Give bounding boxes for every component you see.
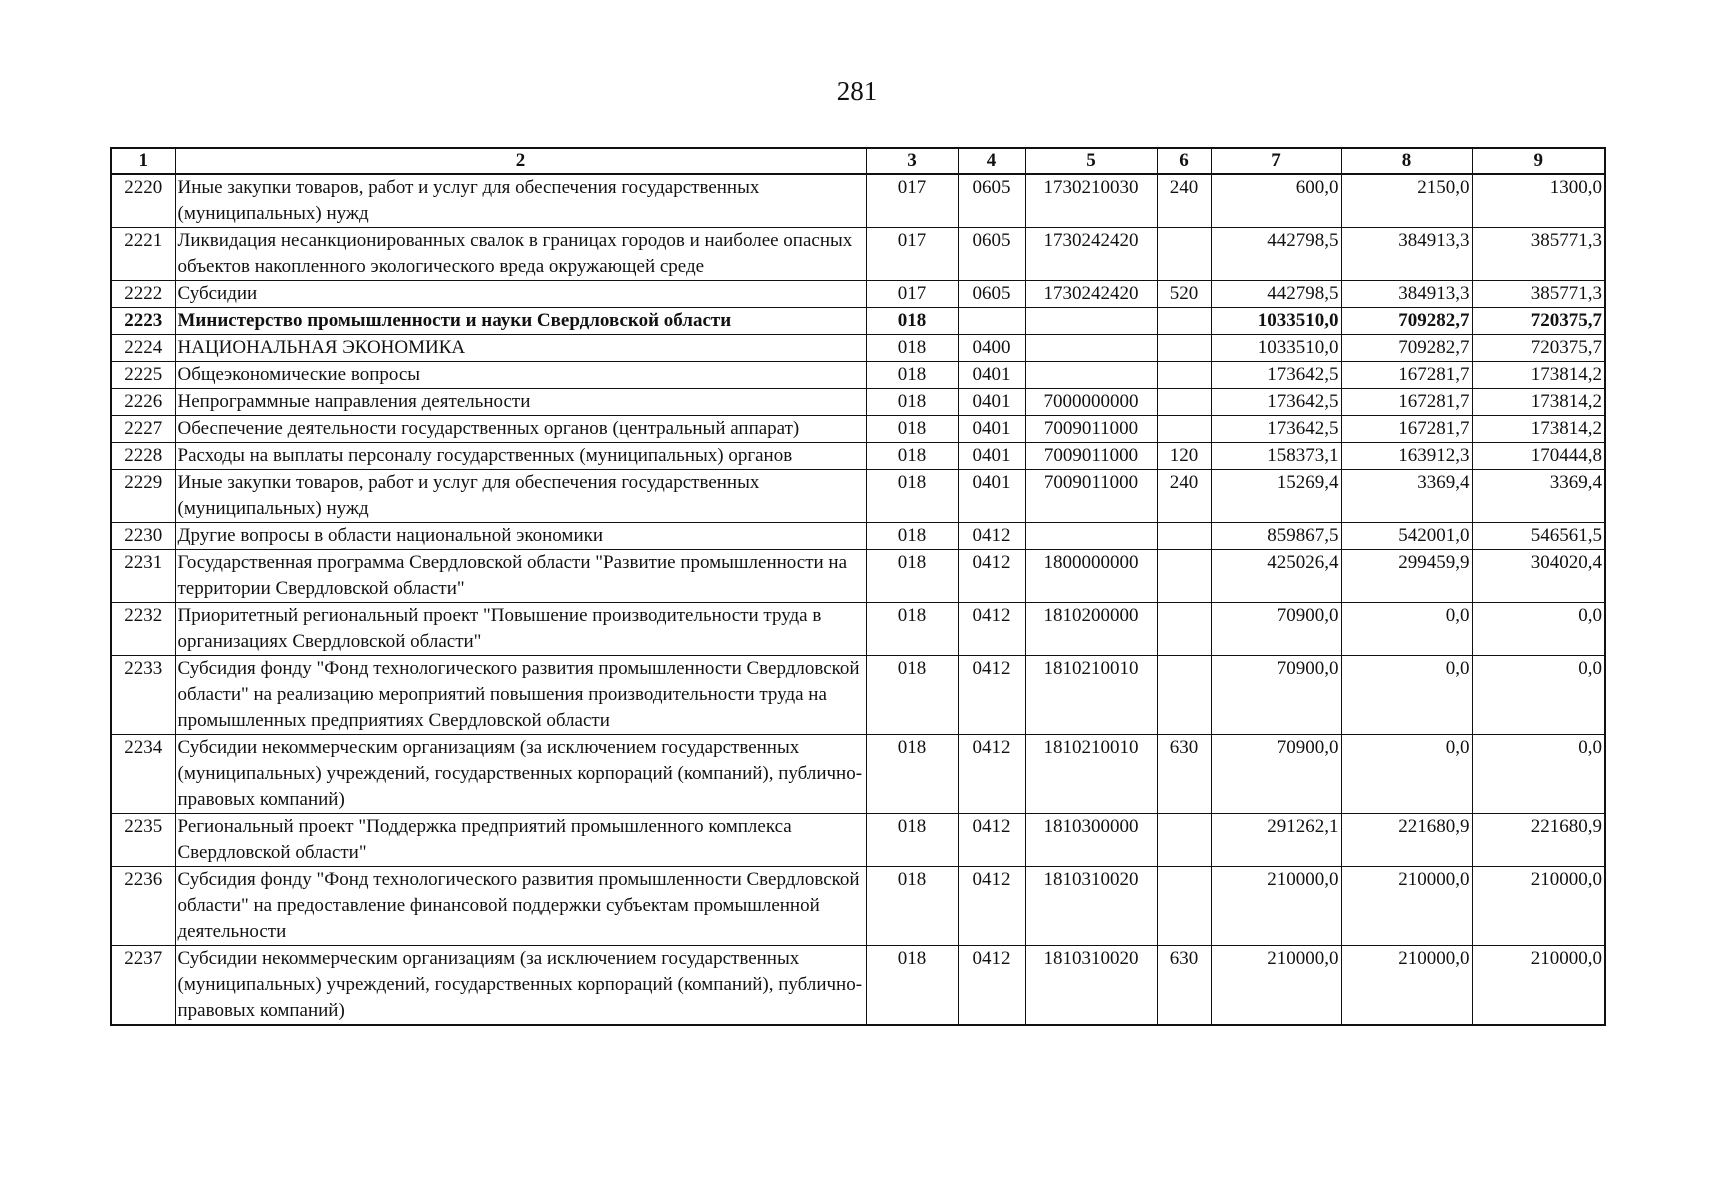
table-row <box>111 281 1605 308</box>
table-row <box>111 389 1605 416</box>
row-expense-type <box>1157 523 1211 550</box>
row-name: Непрограммные направления деятельности <box>175 389 866 416</box>
row-target-code: 7000000000 <box>1025 389 1157 416</box>
row-value-col-8: 299459,9 <box>1341 550 1472 603</box>
row-number: 2227 <box>111 416 175 443</box>
row-value-col-9: 173814,2 <box>1472 389 1605 416</box>
row-number: 2236 <box>111 867 175 946</box>
header-col-2: 2 <box>175 148 866 174</box>
row-ministry-code: 018 <box>866 335 958 362</box>
row-target-code: 1810210010 <box>1025 735 1157 814</box>
row-name: Региональный проект "Поддержка предприятий промышленного комплекса Свердловской области" <box>175 814 866 867</box>
row-expense-type: 240 <box>1157 470 1211 523</box>
row-target-code: 1810310020 <box>1025 946 1157 1026</box>
row-value-col-7: 15269,4 <box>1211 470 1341 523</box>
header-col-1: 1 <box>111 148 175 174</box>
row-target-code: 1730242420 <box>1025 281 1157 308</box>
row-value-col-7: 1033510,0 <box>1211 335 1341 362</box>
row-section-code: 0412 <box>958 946 1025 1026</box>
row-value-col-7: 70900,0 <box>1211 735 1341 814</box>
row-target-code: 1810300000 <box>1025 814 1157 867</box>
row-ministry-code: 018 <box>866 523 958 550</box>
row-value-col-7: 210000,0 <box>1211 867 1341 946</box>
row-expense-type <box>1157 362 1211 389</box>
row-value-col-9: 3369,4 <box>1472 470 1605 523</box>
table-row <box>111 656 1605 735</box>
row-section-code: 0401 <box>958 443 1025 470</box>
table-row <box>111 228 1605 281</box>
header-row <box>111 148 1605 174</box>
row-ministry-code: 018 <box>866 814 958 867</box>
table-row <box>111 443 1605 470</box>
row-value-col-8: 0,0 <box>1341 735 1472 814</box>
table-row <box>111 174 1605 228</box>
row-value-col-7: 1033510,0 <box>1211 308 1341 335</box>
row-number: 2235 <box>111 814 175 867</box>
row-value-col-9: 0,0 <box>1472 656 1605 735</box>
row-name: Государственная программа Свердловской области "Развитие промышленности на территории Свердловской области" <box>175 550 866 603</box>
row-value-col-8: 384913,3 <box>1341 281 1472 308</box>
row-expense-type: 240 <box>1157 174 1211 228</box>
row-ministry-code: 018 <box>866 550 958 603</box>
row-number: 2230 <box>111 523 175 550</box>
row-number: 2233 <box>111 656 175 735</box>
row-expense-type <box>1157 416 1211 443</box>
row-value-col-7: 70900,0 <box>1211 656 1341 735</box>
row-value-col-7: 291262,1 <box>1211 814 1341 867</box>
row-section-code: 0401 <box>958 416 1025 443</box>
row-ministry-code: 018 <box>866 470 958 523</box>
row-ministry-code: 018 <box>866 946 958 1026</box>
row-number: 2222 <box>111 281 175 308</box>
row-target-code: 1810200000 <box>1025 603 1157 656</box>
row-section-code: 0401 <box>958 389 1025 416</box>
row-section-code: 0605 <box>958 281 1025 308</box>
row-value-col-8: 709282,7 <box>1341 308 1472 335</box>
row-value-col-8: 384913,3 <box>1341 228 1472 281</box>
row-value-col-7: 425026,4 <box>1211 550 1341 603</box>
table-row <box>111 550 1605 603</box>
row-value-col-7: 859867,5 <box>1211 523 1341 550</box>
row-value-col-9: 173814,2 <box>1472 362 1605 389</box>
row-value-col-9: 221680,9 <box>1472 814 1605 867</box>
row-number: 2234 <box>111 735 175 814</box>
row-number: 2229 <box>111 470 175 523</box>
row-value-col-8: 163912,3 <box>1341 443 1472 470</box>
row-name: Общеэкономические вопросы <box>175 362 866 389</box>
row-value-col-9: 170444,8 <box>1472 443 1605 470</box>
row-ministry-code: 018 <box>866 362 958 389</box>
row-value-col-8: 221680,9 <box>1341 814 1472 867</box>
row-value-col-7: 600,0 <box>1211 174 1341 228</box>
row-section-code: 0401 <box>958 362 1025 389</box>
table-row <box>111 416 1605 443</box>
row-expense-type <box>1157 656 1211 735</box>
row-expense-type: 630 <box>1157 735 1211 814</box>
row-value-col-9: 173814,2 <box>1472 416 1605 443</box>
header-col-3: 3 <box>866 148 958 174</box>
row-section-code: 0412 <box>958 656 1025 735</box>
row-number: 2228 <box>111 443 175 470</box>
row-expense-type: 520 <box>1157 281 1211 308</box>
row-name: Расходы на выплаты персоналу государственных (муниципальных) органов <box>175 443 866 470</box>
row-value-col-9: 304020,4 <box>1472 550 1605 603</box>
row-name: Субсидии <box>175 281 866 308</box>
row-section-code: 0412 <box>958 867 1025 946</box>
row-value-col-8: 167281,7 <box>1341 389 1472 416</box>
row-expense-type <box>1157 814 1211 867</box>
row-value-col-7: 442798,5 <box>1211 281 1341 308</box>
row-target-code: 7009011000 <box>1025 416 1157 443</box>
row-value-col-8: 542001,0 <box>1341 523 1472 550</box>
row-ministry-code: 018 <box>866 603 958 656</box>
row-name: Субсидия фонду "Фонд технологического развития промышленности Свердловской области" на предоставление финансовой поддержки субъектам промышленной деятельности <box>175 867 866 946</box>
table-body <box>111 174 1605 1025</box>
row-value-col-9: 720375,7 <box>1472 335 1605 362</box>
header-col-4: 4 <box>958 148 1025 174</box>
table-row <box>111 470 1605 523</box>
row-ministry-code: 018 <box>866 735 958 814</box>
row-section-code: 0412 <box>958 735 1025 814</box>
row-ministry-code: 017 <box>866 281 958 308</box>
row-target-code <box>1025 308 1157 335</box>
table-row <box>111 523 1605 550</box>
row-expense-type <box>1157 603 1211 656</box>
row-value-col-7: 173642,5 <box>1211 362 1341 389</box>
row-target-code <box>1025 335 1157 362</box>
table-row <box>111 867 1605 946</box>
row-number: 2231 <box>111 550 175 603</box>
row-value-col-7: 70900,0 <box>1211 603 1341 656</box>
row-value-col-8: 167281,7 <box>1341 416 1472 443</box>
row-section-code: 0605 <box>958 228 1025 281</box>
row-name: Ликвидация несанкционированных свалок в границах городов и наиболее опасных объектов накопленного экологического вреда окружающей среде <box>175 228 866 281</box>
row-ministry-code: 017 <box>866 174 958 228</box>
row-ministry-code: 018 <box>866 443 958 470</box>
row-expense-type: 120 <box>1157 443 1211 470</box>
row-name: Иные закупки товаров, работ и услуг для обеспечения государственных (муниципальных) нужд <box>175 174 866 228</box>
row-name: Субсидии некоммерческим организациям (за исключением государственных (муниципальных) учреждений, государственных корпораций (компаний), публично-правовых компаний) <box>175 735 866 814</box>
header-col-9: 9 <box>1472 148 1605 174</box>
row-number: 2220 <box>111 174 175 228</box>
row-value-col-8: 167281,7 <box>1341 362 1472 389</box>
row-value-col-8: 0,0 <box>1341 656 1472 735</box>
row-value-col-8: 0,0 <box>1341 603 1472 656</box>
row-expense-type <box>1157 389 1211 416</box>
row-name: Министерство промышленности и науки Свердловской области <box>175 308 866 335</box>
row-section-code: 0412 <box>958 603 1025 656</box>
table-row <box>111 603 1605 656</box>
row-number: 2226 <box>111 389 175 416</box>
row-section-code: 0605 <box>958 174 1025 228</box>
header-col-7: 7 <box>1211 148 1341 174</box>
row-value-col-7: 173642,5 <box>1211 416 1341 443</box>
row-target-code: 1730242420 <box>1025 228 1157 281</box>
row-value-col-9: 210000,0 <box>1472 867 1605 946</box>
header-col-6: 6 <box>1157 148 1211 174</box>
row-expense-type <box>1157 308 1211 335</box>
row-value-col-7: 442798,5 <box>1211 228 1341 281</box>
row-target-code: 7009011000 <box>1025 470 1157 523</box>
row-number: 2232 <box>111 603 175 656</box>
row-name: НАЦИОНАЛЬНАЯ ЭКОНОМИКА <box>175 335 866 362</box>
row-value-col-8: 2150,0 <box>1341 174 1472 228</box>
row-target-code: 1730210030 <box>1025 174 1157 228</box>
row-value-col-9: 1300,0 <box>1472 174 1605 228</box>
table-row <box>111 335 1605 362</box>
row-ministry-code: 018 <box>866 867 958 946</box>
row-section-code: 0412 <box>958 523 1025 550</box>
table-header <box>111 148 1605 174</box>
row-name: Субсидии некоммерческим организациям (за исключением государственных (муниципальных) учреждений, государственных корпораций (компаний), публично-правовых компаний) <box>175 946 866 1026</box>
row-section-code: 0401 <box>958 470 1025 523</box>
row-name: Другие вопросы в области национальной экономики <box>175 523 866 550</box>
budget-table <box>110 147 1606 1026</box>
row-target-code <box>1025 362 1157 389</box>
row-value-col-7: 158373,1 <box>1211 443 1341 470</box>
row-value-col-9: 385771,3 <box>1472 228 1605 281</box>
row-ministry-code: 017 <box>866 228 958 281</box>
header-col-8: 8 <box>1341 148 1472 174</box>
row-value-col-8: 210000,0 <box>1341 867 1472 946</box>
row-section-code: 0412 <box>958 550 1025 603</box>
row-name: Субсидия фонду "Фонд технологического развития промышленности Свердловской области" на реализацию мероприятий повышения производительности труда на промышленных предприятиях Свердловской области <box>175 656 866 735</box>
row-section-code: 0412 <box>958 814 1025 867</box>
row-number: 2237 <box>111 946 175 1026</box>
row-value-col-8: 210000,0 <box>1341 946 1472 1026</box>
table-row <box>111 735 1605 814</box>
row-number: 2221 <box>111 228 175 281</box>
row-value-col-9: 0,0 <box>1472 603 1605 656</box>
row-value-col-9: 385771,3 <box>1472 281 1605 308</box>
row-target-code: 1800000000 <box>1025 550 1157 603</box>
row-expense-type: 630 <box>1157 946 1211 1026</box>
row-value-col-9: 0,0 <box>1472 735 1605 814</box>
table-row <box>111 362 1605 389</box>
row-expense-type <box>1157 550 1211 603</box>
row-value-col-7: 173642,5 <box>1211 389 1341 416</box>
row-number: 2224 <box>111 335 175 362</box>
row-expense-type <box>1157 335 1211 362</box>
row-section-code <box>958 308 1025 335</box>
row-value-col-9: 546561,5 <box>1472 523 1605 550</box>
row-number: 2223 <box>111 308 175 335</box>
row-name: Обеспечение деятельности государственных органов (центральный аппарат) <box>175 416 866 443</box>
row-ministry-code: 018 <box>866 389 958 416</box>
row-name: Иные закупки товаров, работ и услуг для обеспечения государственных (муниципальных) нужд <box>175 470 866 523</box>
row-value-col-8: 709282,7 <box>1341 335 1472 362</box>
table-row <box>111 814 1605 867</box>
row-ministry-code: 018 <box>866 308 958 335</box>
row-section-code: 0400 <box>958 335 1025 362</box>
header-col-5: 5 <box>1025 148 1157 174</box>
row-value-col-8: 3369,4 <box>1341 470 1472 523</box>
row-value-col-9: 720375,7 <box>1472 308 1605 335</box>
row-value-col-7: 210000,0 <box>1211 946 1341 1026</box>
row-ministry-code: 018 <box>866 416 958 443</box>
row-expense-type <box>1157 867 1211 946</box>
row-number: 2225 <box>111 362 175 389</box>
page-number: 281 <box>836 76 878 106</box>
row-value-col-9: 210000,0 <box>1472 946 1605 1026</box>
table-row <box>111 946 1605 1026</box>
row-target-code: 7009011000 <box>1025 443 1157 470</box>
row-target-code: 1810210010 <box>1025 656 1157 735</box>
row-expense-type <box>1157 228 1211 281</box>
table-row <box>111 308 1605 335</box>
row-name: Приоритетный региональный проект "Повышение производительности труда в организациях Свердловской области" <box>175 603 866 656</box>
row-target-code: 1810310020 <box>1025 867 1157 946</box>
row-ministry-code: 018 <box>866 656 958 735</box>
row-target-code <box>1025 523 1157 550</box>
